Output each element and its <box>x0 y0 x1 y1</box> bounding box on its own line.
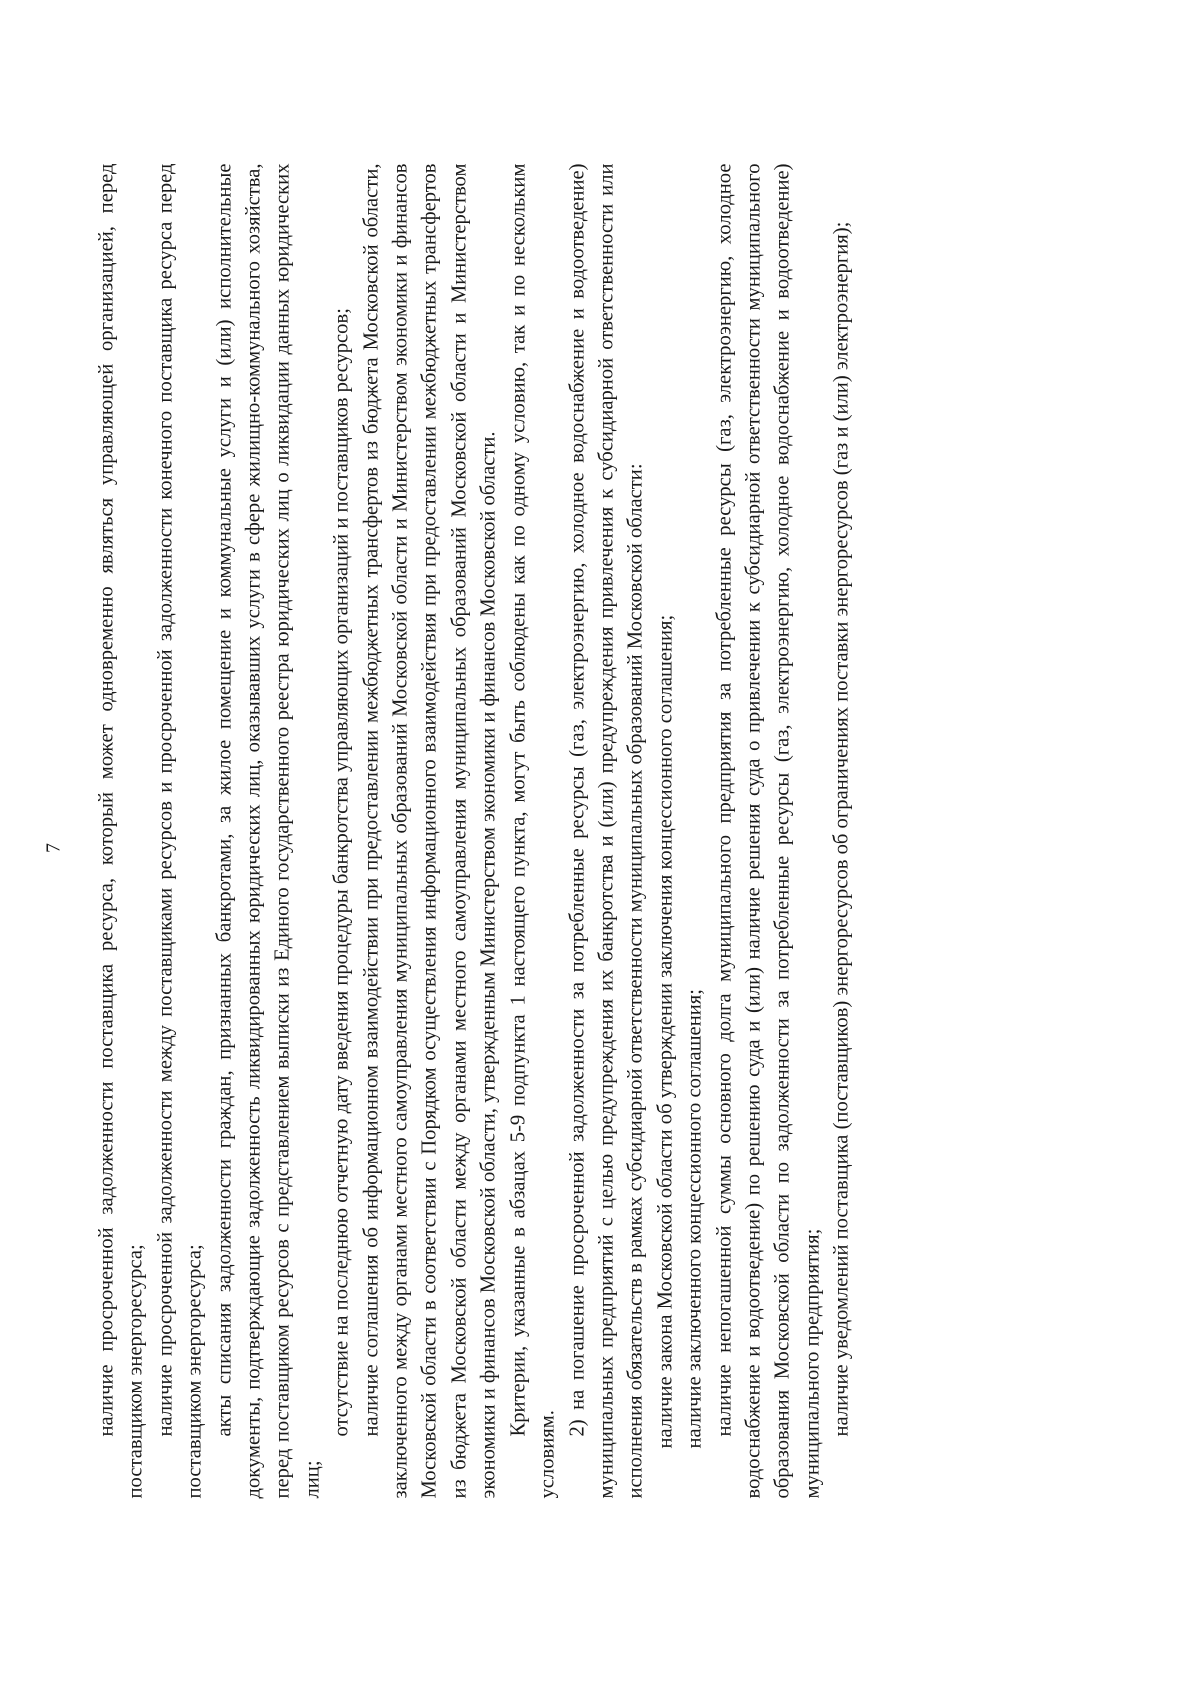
paragraph-9: наличие заключенного концессионного соглашения; <box>683 989 706 1449</box>
rotated-page-content <box>1 0 1200 1697</box>
paragraph-1: наличие просроченной задолженности поставщика ресурса, который может одновременно являться управляющей организацией, перед поставщиком энергоресурса; <box>95 163 147 1499</box>
paragraph-7: 2) на погашение просроченной задолженности за потребленные ресурсы (газ, электроэнергию, холодное водоснабжение и водоотведение) муниципальных предприятий с целью предупреждения их банкротства и (или) предупреждения привлечения к субсидиарной ответственности или исполнения обязательств в рамках субсидиарной ответственности муниципальных образований Московской области: <box>566 163 647 1499</box>
document-body <box>93 164 858 1499</box>
paragraph-2: наличие просроченной задолженности между поставщиками ресурсов и просроченной задолженности конечного поставщика ресурса перед поставщиком энергоресурса; <box>154 163 206 1499</box>
paragraph-6: Критерии, указанные в абзацах 5-9 подпункта 1 настоящего пункта, могут быть соблюдены как по одному условию, так и по нескольким условиям. <box>507 163 559 1499</box>
paragraph-3: акты списания задолженности граждан, признанных банкротами, за жилое помещение и коммунальные услуги и (или) исполнительные документы, подтверждающие задолженность ликвидированных юридических лиц, оказывавших услуги в сфере жилищно-коммунального хозяйства, перед поставщиком ресурсов с представлением выписки из Единого государственного реестра юридических лиц о ликвидации данных юридических лиц; <box>213 163 324 1499</box>
page-number: 7 <box>42 843 65 853</box>
paragraph-8: наличие закона Московской области об утверждении заключения концессионного соглашения; <box>654 614 677 1449</box>
paragraph-5: наличие соглашения об информационном взаимодействии при предоставлении межбюджетных трансфертов из бюджета Московской области, заключенного между органами местного самоуправления муниципальных образований Московской области и Министерством экономики и финансов Московской области в соответствии с Порядком осуществления информационного взаимодействия при предоставлении межбюджетных трансфертов из бюджета Московской области между органами местного самоуправления муниципальных образований Московской области и Министерством экономики и финансов Московской области, утвержденным Министерством экономики и финансов Московской области. <box>360 163 500 1499</box>
paragraph-11: наличие уведомлений поставщика (поставщиков) энергоресурсов об ограничениях поставки энергоресурсов (газ и (или) электроэнергия); <box>830 221 853 1437</box>
paragraph-4: отсутствие на последнюю отчетную дату введения процедуры банкротства управляющих организаций и поставщиков ресурсов; <box>330 308 353 1437</box>
paragraph-10: наличие непогашенной суммы основного долга муниципального предприятия за потребленные ресурсы (газ, электроэнергию, холодное водоснабжение и водоотведение) по решению суда и (или) наличие решения суда о привлечении к субсидиарной ответственности муниципального образования Московской области по задолженности за потребленные ресурсы (газ, электроэнергию, холодное водоснабжение и водоотведение) муниципального предприятия; <box>713 163 824 1499</box>
